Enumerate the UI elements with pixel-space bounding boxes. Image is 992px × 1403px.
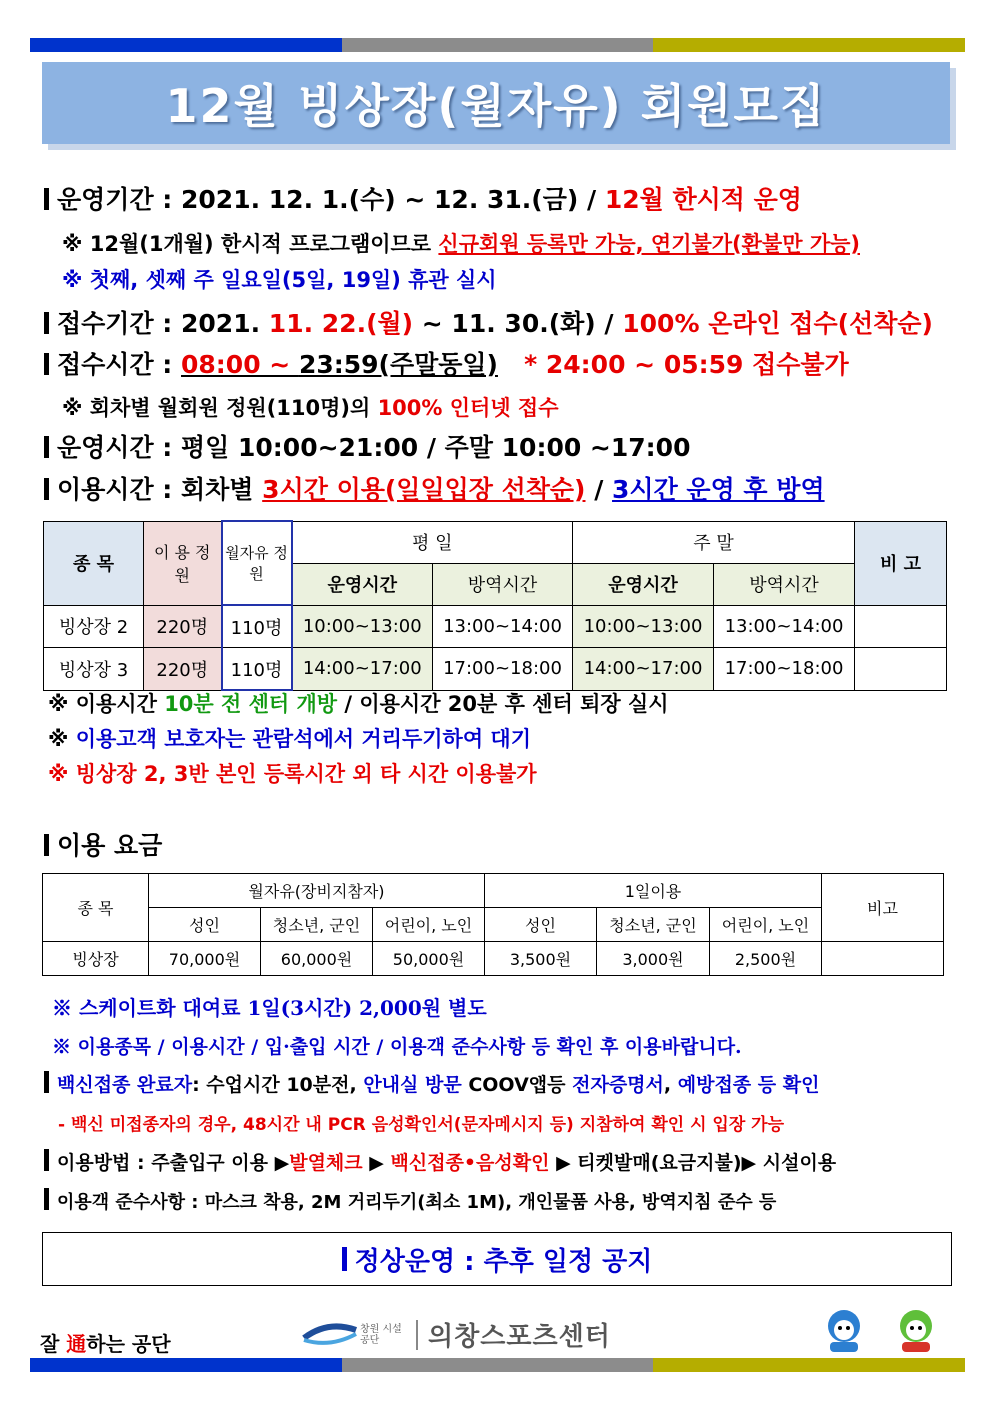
fee-header-note: 비고 <box>822 874 944 942</box>
table-row: 빙상장 2 220명 110명 10:00~13:00 13:00~14:00 10:00~13:00 13:00~14:00 <box>44 605 947 648</box>
header-item: 종 목 <box>44 521 144 605</box>
rules-line: 이용객 준수사항 : 마스크 착용, 2M 거리두기(최소 1M), 개인물품 사용, 방역지침 준수 등 <box>44 1188 776 1214</box>
header-weekend-operation: 운영시간 <box>573 563 714 605</box>
usage-time-line: 이용시간 : 회차별 3시간 이용(일일입장 선착순) / 3시간 운영 후 방역 <box>44 470 825 506</box>
vaccine-line: 백신접종 완료자: 수업시간 10분전, 안내실 방문 COOV앱등 전자증명서, 예방접종 등 확인 <box>44 1070 819 1097</box>
notes-a-2: ※ 이용고객 보호자는 관람석에서 거리두기하여 대기 <box>48 727 531 751</box>
bullet-marker <box>44 1071 49 1093</box>
page-title: 12월 빙상장(월자유) 회원모집 <box>165 79 827 133</box>
swoosh-logo-icon <box>300 1320 360 1350</box>
skate-note: ※ 스케이트화 대여료 1일(3시간) 2,000원 별도 <box>52 996 487 1020</box>
pcr-note: - 백신 미접종자의 경우, 48시간 내 PCR 음성확인서(문자메시지 등) 지참하여 확인 시 입장 가능 <box>58 1115 785 1135</box>
header-weekday: 평 일 <box>292 521 573 563</box>
period-line: 운영기간 : 2021. 12. 1.(수) ~ 12. 31.(금) / 12월 한시적 운영 <box>44 180 802 216</box>
fee-heading: 이용 요금 <box>44 826 162 862</box>
schedule-table <box>43 520 947 691</box>
logo: 창원 시설공단 의창스포츠센터 <box>300 1316 611 1353</box>
top-color-bar <box>30 38 965 52</box>
header-weekday-operation: 운영시간 <box>292 563 433 605</box>
notes-a-1: ※ 이용시간 10분 전 센터 개방 / 이용시간 20분 후 센터 퇴장 실시 <box>48 692 669 716</box>
table-row: 빙상장 70,000원 60,000원 50,000원 3,500원 3,000원 2,500원 <box>43 942 944 976</box>
bullet-marker <box>342 1247 347 1271</box>
header-weekend-disinfect: 방역시간 <box>714 563 855 605</box>
operating-time-line: 운영시간 : 평일 10:00~21:00 / 주말 10:00 ~17:00 <box>44 428 690 464</box>
header-capacity: 이 용 정 원 <box>144 521 222 605</box>
header-monthly: 월자유 정원 <box>222 521 292 605</box>
footer-slogan: 잘 通하는 공단 <box>40 1332 171 1356</box>
page-title-box <box>42 62 950 144</box>
method-line: 이용방법 : 주출입구 이용 ▶발열체크 ▶ 백신접종•음성확인 ▶ 티켓발매(요금지불)▶ 시설이용 <box>44 1148 836 1175</box>
notes-a-3: ※ 빙상장 2, 3반 본인 등록시간 외 타 시간 이용불가 <box>48 762 537 786</box>
logo-divider <box>416 1320 418 1350</box>
bullet-marker <box>44 353 49 375</box>
reception-note: ※ 회차별 월회원 정원(110명)의 100% 인터넷 접수 <box>62 396 559 420</box>
header-weekend: 주 말 <box>573 521 855 563</box>
bottom-color-bar <box>30 1358 965 1372</box>
fee-header-daily: 1일이용 <box>485 874 822 908</box>
notice-box: 정상운영 : 추후 일정 공지 <box>42 1232 952 1286</box>
reception-line: 접수기간 : 2021. 11. 22.(월) ~ 11. 30.(화) / 100% 온라인 접수(선착순) <box>44 304 933 340</box>
period-note-1: ※ 12월(1개월) 한시적 프로그램이므로 신규회원 등록만 가능, 연기불가(환불만 가능) <box>62 232 860 256</box>
bullet-marker <box>44 1188 49 1210</box>
fee-table: 종 목 월자유(장비지참자) 1일이용 비고 성인 청소년, 군인 어린이, 노인 성인 청소년, 군인 어린이, 노인 빙상장 70,000원 60,000원 50,000원 3,500원 3,000원 2,500원 <box>42 873 944 976</box>
header-weekday-disinfect: 방역시간 <box>433 563 573 605</box>
bullet-marker <box>44 188 49 210</box>
bullet-marker <box>44 834 49 856</box>
table-row: 빙상장 3 220명 110명 14:00~17:00 17:00~18:00 14:00~17:00 17:00~18:00 <box>44 648 947 691</box>
fee-header-monthly: 월자유(장비지참자) <box>149 874 485 908</box>
mascot-icon <box>816 1306 956 1354</box>
period-note-2: ※ 첫째, 셋째 주 일요일(5일, 19일) 휴관 실시 <box>62 268 497 292</box>
fee-header-item: 종 목 <box>43 874 149 942</box>
bullet-marker <box>44 312 49 334</box>
bullet-marker <box>44 1149 49 1171</box>
bullet-marker <box>44 478 49 500</box>
reception-time-line: 접수시간 : 08:00 ~ 23:59(주말동일) * 24:00 ~ 05:59 접수불가 <box>44 345 849 381</box>
check-note: ※ 이용종목 / 이용시간 / 입·출입 시간 / 이용객 준수사항 등 확인 후 이용바랍니다. <box>52 1036 742 1058</box>
bullet-marker <box>44 436 49 458</box>
header-note: 비 고 <box>855 521 947 605</box>
